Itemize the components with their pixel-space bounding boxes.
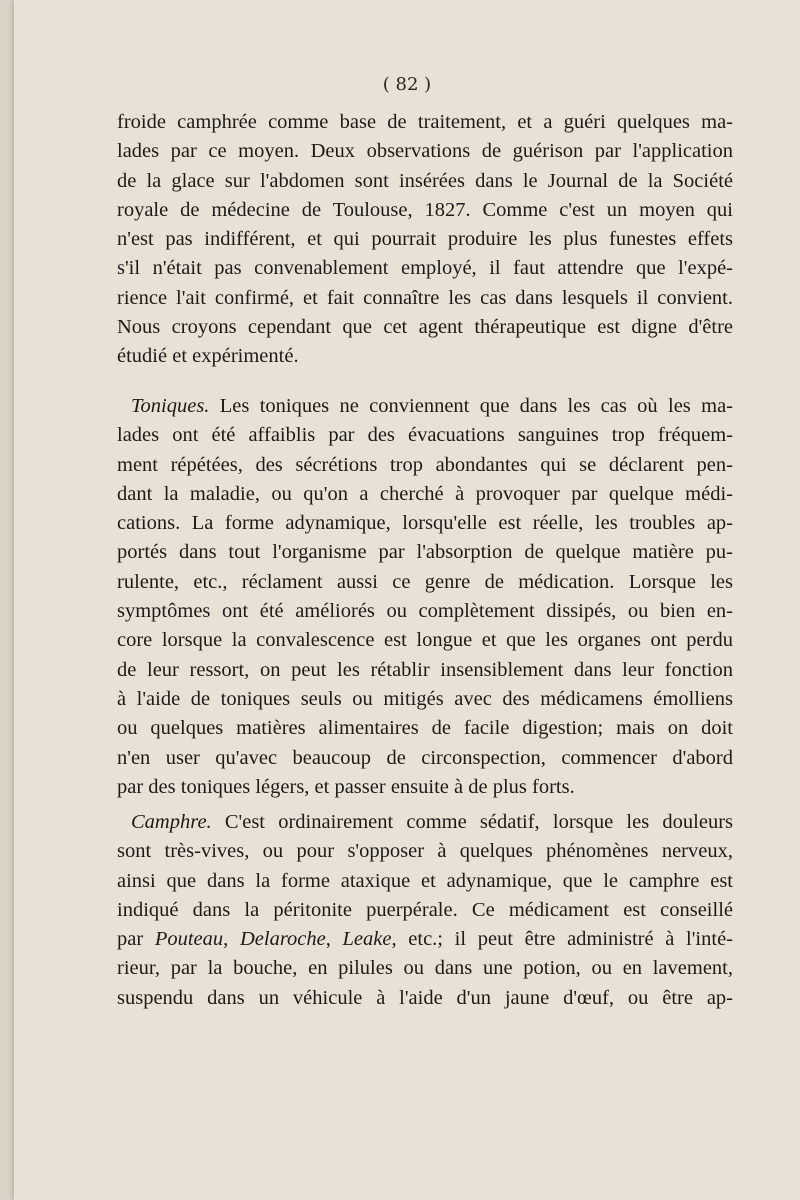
author-name: Pouteau	[154, 928, 224, 951]
text-line: suspendu dans un véhicule à l'aide d'un jaune d'œuf, ou être ap-	[117, 986, 733, 1009]
text-line: de leur ressort, on peut les rétablir insensiblement dans leur fonction	[117, 658, 733, 681]
text-line: s'il n'était pas convenablement employé, il faut attendre que l'expé-	[117, 257, 733, 280]
text-line: par des toniques légers, et passer ensuite à de plus forts.	[117, 775, 575, 798]
text-span: , etc.; il peut être administré à l'inté-	[391, 928, 733, 951]
text-span: Les toniques ne conviennent que dans les cas où les ma-	[209, 395, 733, 417]
paragraph-camphre	[117, 808, 733, 1013]
page-number: ( 82 )	[382, 74, 432, 95]
text-span: par	[117, 928, 155, 951]
book-page	[14, 0, 800, 1200]
section-heading-toniques: Toniques.	[131, 395, 210, 417]
text-line: Nous croyons cependant que cet agent thérapeutique est digne d'être	[117, 316, 733, 339]
text-line: ainsi que dans la forme ataxique et adynamique, que le camphre est	[117, 869, 733, 892]
text-line: froide camphrée comme base de traitement, et a guéri quelques ma-	[117, 111, 733, 133]
text-line: ment répétées, des sécrétions trop abondantes qui se déclarent pen-	[117, 453, 733, 476]
text-line: sont très-vives, ou pour s'opposer à quelques phénomènes nerveux,	[117, 840, 733, 863]
text-line: à l'aide de toniques seuls ou mitigés avec des médicamens émolliens	[117, 687, 733, 710]
text-line: portés dans tout l'organisme par l'absorption de quelque matière pu-	[117, 541, 733, 564]
paragraph-toniques	[117, 392, 733, 802]
text-line: royale de médecine de Toulouse, 1827. Comme c'est un moyen qui	[117, 198, 733, 221]
text-line: n'en user qu'avec beaucoup de circonspection, commencer d'abord	[117, 746, 733, 769]
text-line: rulente, etc., réclament aussi ce genre de médication. Lorsque les	[117, 570, 733, 593]
text-line: lades ont été affaiblis par des évacuations sanguines trop fréquem-	[117, 424, 733, 447]
text-line: rience l'ait confirmé, et fait connaître les cas dans lesquels il convient.	[117, 286, 733, 309]
text-line: de la glace sur l'abdomen sont insérées dans le Journal de la Société	[117, 169, 733, 192]
text-line: étudié et expérimenté.	[117, 345, 299, 368]
text-line-first	[117, 808, 733, 837]
section-heading-camphre: Camphre.	[131, 811, 212, 833]
text-line-authors: par Pouteau, Delaroche, Leake, etc.; il peut être administré à l'inté-	[117, 928, 733, 951]
text-line: symptômes ont été améliorés ou complètement dissipés, ou bien en-	[117, 600, 733, 623]
text-line: indiqué dans la péritonite puerpérale. Ce médicament est conseillé	[117, 898, 733, 921]
text-line-first	[117, 392, 733, 421]
text-line: rieur, par la bouche, en pilules ou dans une potion, ou en lavement,	[117, 957, 733, 980]
text-line: lades par ce moyen. Deux observations de guérison par l'application	[117, 140, 733, 163]
text-line: n'est pas indifférent, et qui pourrait produire les plus funestes effets	[117, 228, 733, 251]
text-line: cations. La forme adynamique, lorsqu'elle est réelle, les troubles ap-	[117, 512, 733, 535]
text-line: dant la maladie, ou qu'on a cherché à provoquer par quelque médi-	[117, 482, 733, 505]
author-name: Delaroche	[239, 928, 326, 951]
text-span: C'est ordinairement comme sédatif, lorsque les douleurs	[211, 811, 733, 833]
paragraph-camphor-ice	[117, 108, 733, 372]
text-line: core lorsque la convalescence est longue et que les organes ont perdu	[117, 629, 733, 652]
text-line: ou quelques matières alimentaires de facile digestion; mais on doit	[117, 717, 733, 740]
author-name: Leake	[342, 928, 392, 951]
